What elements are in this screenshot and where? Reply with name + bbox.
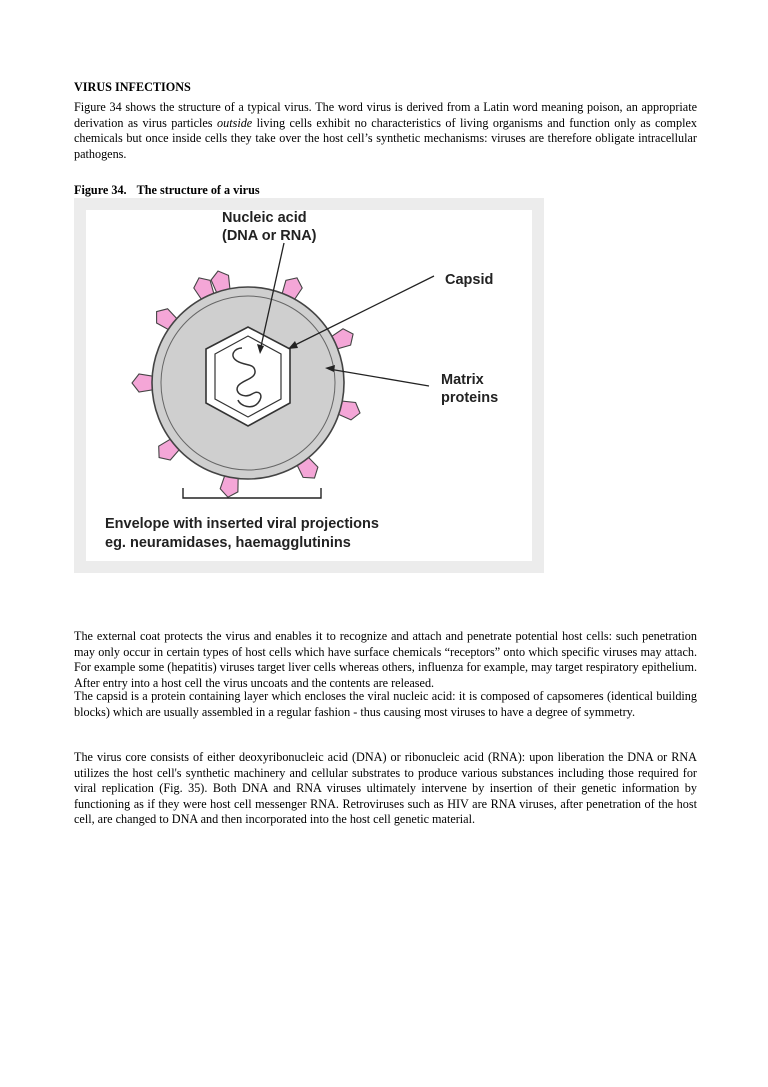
section-heading: VIRUS INFECTIONS <box>74 80 191 94</box>
virus-diagram <box>74 198 544 573</box>
figure-caption <box>74 183 260 198</box>
label-nucleic-acid-line2: (DNA or RNA) <box>222 228 317 244</box>
intro-italic-word: outside <box>217 115 253 130</box>
label-matrix-line2: proteins <box>441 390 499 406</box>
label-nucleic-acid-line1: Nucleic acid <box>222 210 307 226</box>
figure-title: The structure of a virus <box>136 183 260 197</box>
label-matrix-line1: Matrix <box>441 372 484 388</box>
label-envelope-line1: Envelope with inserted viral projections <box>105 516 379 532</box>
figure-number: Figure 34. <box>74 183 127 197</box>
paragraph-external-coat: The external coat protects the virus and enables it to recognize and attach and penetrate potential host cells: such penetration may only occur in certain types of host cells which have surface chemicals “receptors” onto which specific viruses may attach. For example some (hepatitis) viruses target liver cells whereas others, influenza for example, may target respiratory epithelium. After entry into a host cell the virus uncoats and the contents are released. <box>74 629 697 690</box>
paragraph-capsid: The capsid is a protein containing layer which encloses the viral nucleic acid: it is composed of capsomeres (identical building blocks) which are usually assembled in a regular fashion - thus causing most viruses to have a degree of symmetry. <box>74 689 697 719</box>
virus-structure-figure <box>74 198 544 573</box>
label-envelope-line2: eg. neuramidases, haemagglutinins <box>105 535 351 551</box>
intro-text-start: Figure 34 shows the structure of a typical virus. The word virus is derived from a Latin word meaning poison, an appropriate derivation as virus particles <box>74 100 697 130</box>
intro-paragraph <box>74 100 697 162</box>
label-capsid: Capsid <box>445 272 494 288</box>
paragraph-virus-core: The virus core consists of either deoxyribonucleic acid (DNA) or ribonucleic acid (RNA): upon liberation the DNA or RNA utilizes the host cell's synthetic machinery and cellular substrates to produce various substances including those required for viral replication (Fig. 35). Both DNA and RNA viruses ultimately intervene by insertion of their genetic information by functioning as if they were host cell messenger RNA. Retroviruses such as HIV are RNA viruses, after penetration of the host cell, are changed to DNA and then incorporated into the host cell genetic material. <box>74 750 697 827</box>
capsid-inner <box>215 336 281 417</box>
intro-text-end: living cells exhibit no characteristics of living organisms and function only as complex chemicals but once inside cells they take over the host cell’s synthetic mechanisms: viruses are therefore obligate intracellular pathogens. <box>74 115 697 161</box>
